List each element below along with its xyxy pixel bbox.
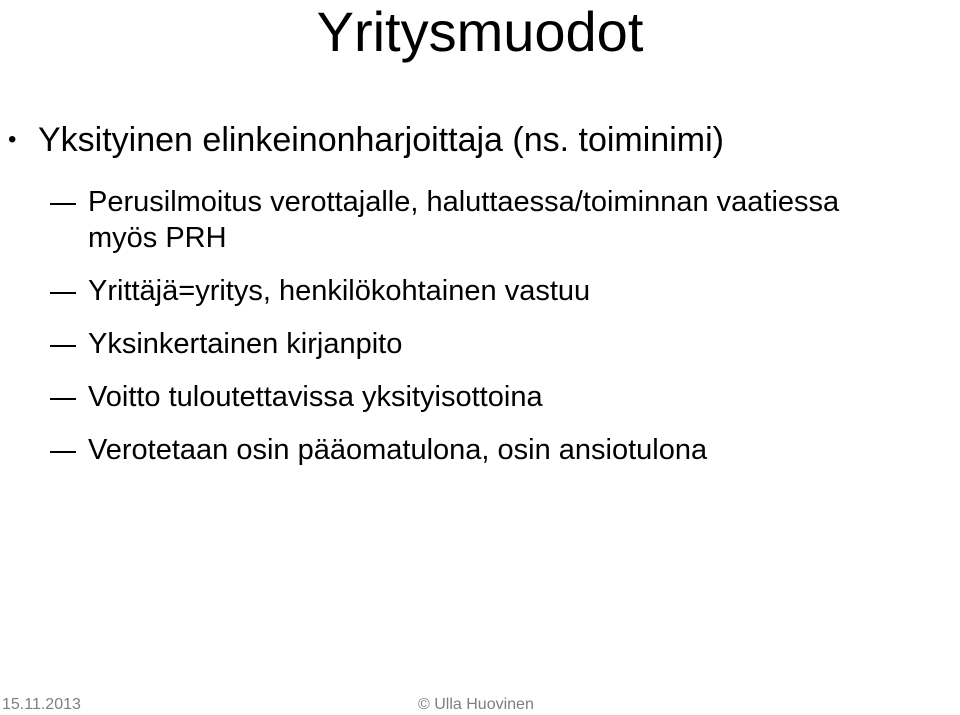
main-bullet-text: Yksityinen elinkeinonharjoittaja (ns. toiminimi) [38, 121, 724, 159]
bullet-marker: • [8, 126, 17, 153]
sub-bullet-list [36, 184, 956, 485]
dash-marker [50, 345, 76, 347]
dash-marker [50, 203, 76, 205]
sub-bullet-line: Voitto tuloutettavissa yksityisottoina [88, 381, 543, 413]
sub-bullet-item [36, 273, 956, 309]
main-bullet [8, 120, 724, 160]
sub-bullet-line: Perusilmoitus verottajalle, haluttaessa/toiminnan vaatiessa [88, 186, 840, 218]
dash-marker [50, 398, 76, 400]
dash-marker [50, 451, 76, 453]
sub-bullet-line: Yksinkertainen kirjanpito [88, 328, 403, 360]
dash-marker [50, 292, 76, 294]
sub-bullet-item [36, 184, 956, 256]
sub-bullet-line: myös PRH [88, 222, 227, 254]
footer-date: 15.11.2013 [2, 696, 81, 713]
sub-bullet-item [36, 326, 956, 362]
sub-bullet-item [36, 432, 956, 468]
footer-author: © Ulla Huovinen [418, 696, 534, 713]
sub-bullet-line: Verotetaan osin pääomatulona, osin ansiotulona [88, 434, 708, 466]
sub-bullet-item [36, 379, 956, 415]
slide-title: Yritysmuodot [316, 0, 644, 63]
sub-bullet-line: Yrittäjä=yritys, henkilökohtainen vastuu [88, 275, 591, 307]
